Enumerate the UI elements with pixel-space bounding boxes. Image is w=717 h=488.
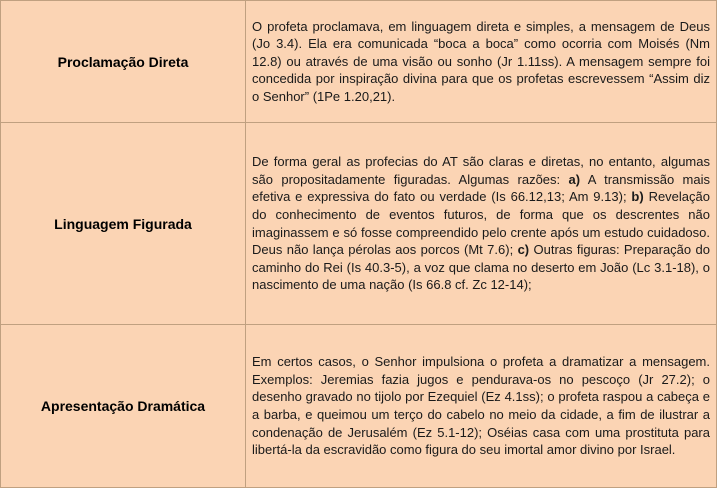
row-term: Proclamação Direta [1, 1, 246, 123]
text-segment: De forma geral as profecias do AT são claras e diretas, no entanto, algumas são propositadamente figuradas. Algumas razões: [252, 154, 710, 187]
row-description [246, 123, 717, 325]
row-description [246, 325, 717, 488]
text-segment: Revelação do conhecimento de eventos futuros, de forma que os descrentes não imaginassem e só fosse compreendido pelo crente após um estudo cuidadoso. Deus não lança pérolas aos porcos (Mt 7.6); [252, 189, 710, 258]
description-text [252, 353, 710, 459]
list-marker: b) [631, 189, 644, 205]
list-marker: a) [568, 171, 581, 187]
text-segment: O profeta proclamava, em linguagem direta e simples, a mensagem de Deus (Jo 3.4). Ela era comunicada “boca a boca” como ocorria com Moisés (Nm 12.8) ou através de uma visão ou sonho (Jr 1.11ss). A mensagem sempre foi concedida por inspiração divina para que os profetas escrevessem “Assim diz o Senhor” (1Pe 1.20,21). [252, 18, 710, 104]
text-segment: Outras figuras: Preparação do caminho do Rei (Is 40.3-5), a voz que clama no deserto em João (Lc 3.1-18), o nascimento de uma nação (Is 66.8 cf. Zc 12-14); [252, 242, 710, 293]
text-segment: A transmissão mais efetiva e expressiva do fato ou verdade (Is 66.12,13; Am 9.13); [252, 171, 710, 205]
table-row [1, 123, 717, 325]
description-text [252, 153, 710, 294]
row-term: Apresentação Dramática [1, 325, 246, 488]
description-text [252, 18, 710, 106]
table-row [1, 1, 717, 123]
row-term: Linguagem Figurada [1, 123, 246, 325]
table-row [1, 325, 717, 488]
list-marker: c) [517, 242, 530, 258]
text-segment: Em certos casos, o Senhor impulsiona o profeta a dramatizar a mensagem. Exemplos: Jeremias fazia jugos e pendurava-os no pescoço (Jr 27.2); o desenho gravado no tijolo por Ezequiel (Ez 4.1ss); o profeta raspou a cabeça e a barba, e queimou um terço do cabelo no meio da cidade, a fim de ilustrar a condenação de Jerusalém (Ez 5.1-12); Oséias casa com uma prostituta para libertá-la da escravidão como figura do seu imortal amor divino por Israel. [252, 354, 710, 458]
row-description [246, 1, 717, 123]
